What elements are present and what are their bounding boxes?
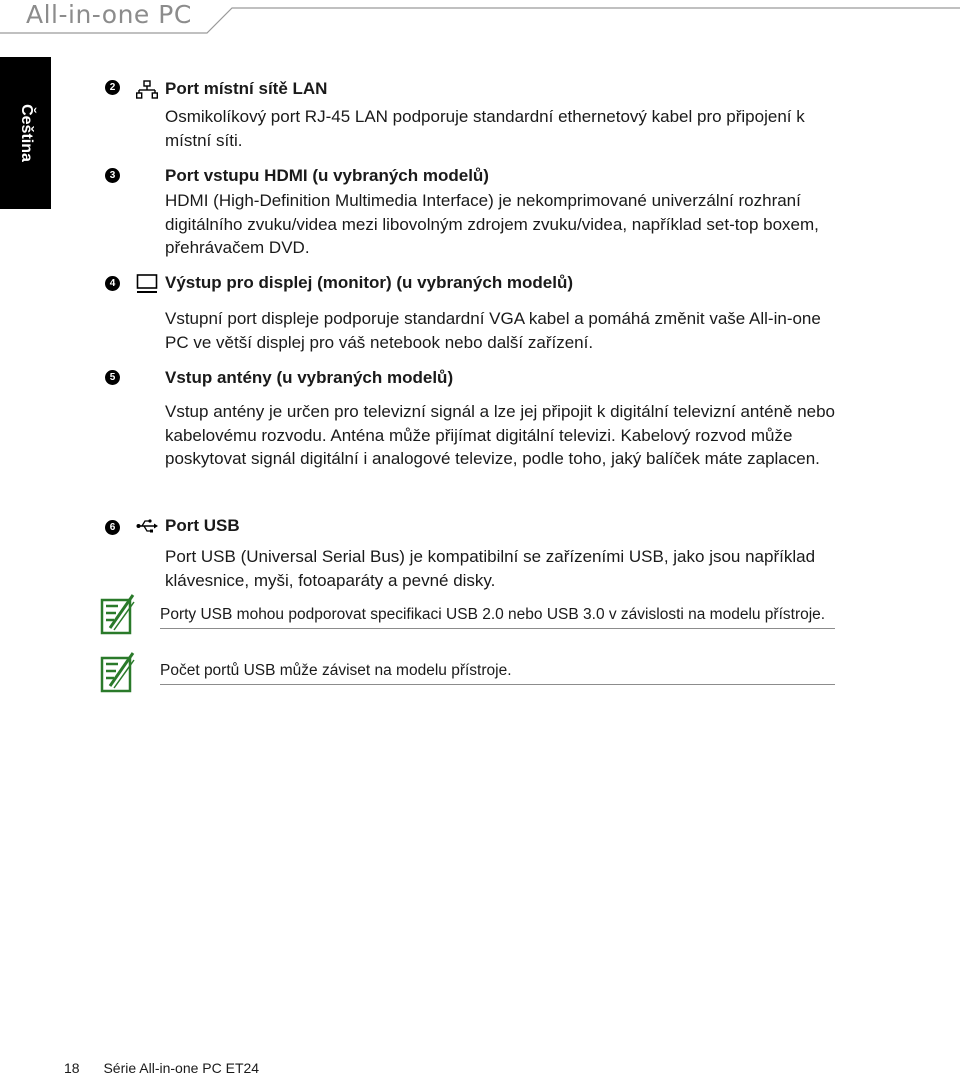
section-body-display: Vstupní port displeje podporuje standardní VGA kabel a pomáhá změnit vaše All-in-one PC ve větší displej pro váš netebook nebo další zařízení.	[165, 309, 821, 352]
note-icon	[100, 592, 136, 636]
section-heading-hdmi: Port vstupu HDMI (u vybraných modelů)	[165, 166, 489, 185]
page-number: 18	[64, 1060, 80, 1076]
header-title: All-in-one PC	[26, 0, 192, 29]
section-number: 2	[105, 80, 120, 95]
language-tab-label: Čeština	[17, 104, 35, 162]
usb-icon	[136, 518, 158, 534]
section-heading-display: Výstup pro displej (monitor) (u vybraných modelů)	[165, 273, 574, 292]
lan-icon	[136, 80, 158, 100]
note-text: Porty USB mohou podporovat specifikaci USB 2.0 nebo USB 3.0 v závislosti na modelu přístroje.	[160, 606, 835, 629]
section-number: 3	[105, 168, 120, 183]
section-body-usb: Port USB (Universal Serial Bus) je kompatibilní se zařízeními USB, jako jsou například klávesnice, myši, fotoaparáty a pevné disky.	[165, 547, 816, 590]
language-tab	[0, 57, 51, 209]
monitor-icon	[136, 273, 158, 295]
note-icon	[100, 650, 136, 694]
page-header	[0, 0, 960, 40]
note-text: Počet portů USB může záviset na modelu přístroje.	[160, 662, 835, 685]
section-body-antenna: Vstup antény je určen pro televizní signál a lze jej připojit k digitální televizní anténě nebo kabelovému rozvodu. Anténa může přijímat digitální televizi. Kabelový rozvod může poskytovat signál digitální i analogové televize, podle toho, jaký balíček máte zaplacen.	[165, 402, 836, 468]
section-body-hdmi: HDMI (High-Definition Multimedia Interface) je nekomprimované univerzální rozhraní digitálního zvuku/videa mezi libovolným zdrojem zvuku/videa, například set-top boxem, přehrávačem DVD.	[165, 191, 819, 257]
page-footer	[64, 1060, 279, 1076]
section-number: 6	[105, 520, 120, 535]
section-heading-usb: Port USB	[165, 516, 240, 535]
section-heading-lan: Port místní sítě LAN	[165, 79, 328, 98]
section-number: 5	[105, 370, 120, 385]
section-heading-antenna: Vstup antény (u vybraných modelů)	[165, 368, 454, 387]
footer-series: Série All-in-one PC ET24	[103, 1060, 260, 1076]
section-number: 4	[105, 276, 120, 291]
header-rule	[0, 0, 960, 40]
section-body-lan: Osmikolíkový port RJ-45 LAN podporuje standardní ethernetový kabel pro připojení k místní síti.	[165, 107, 805, 150]
